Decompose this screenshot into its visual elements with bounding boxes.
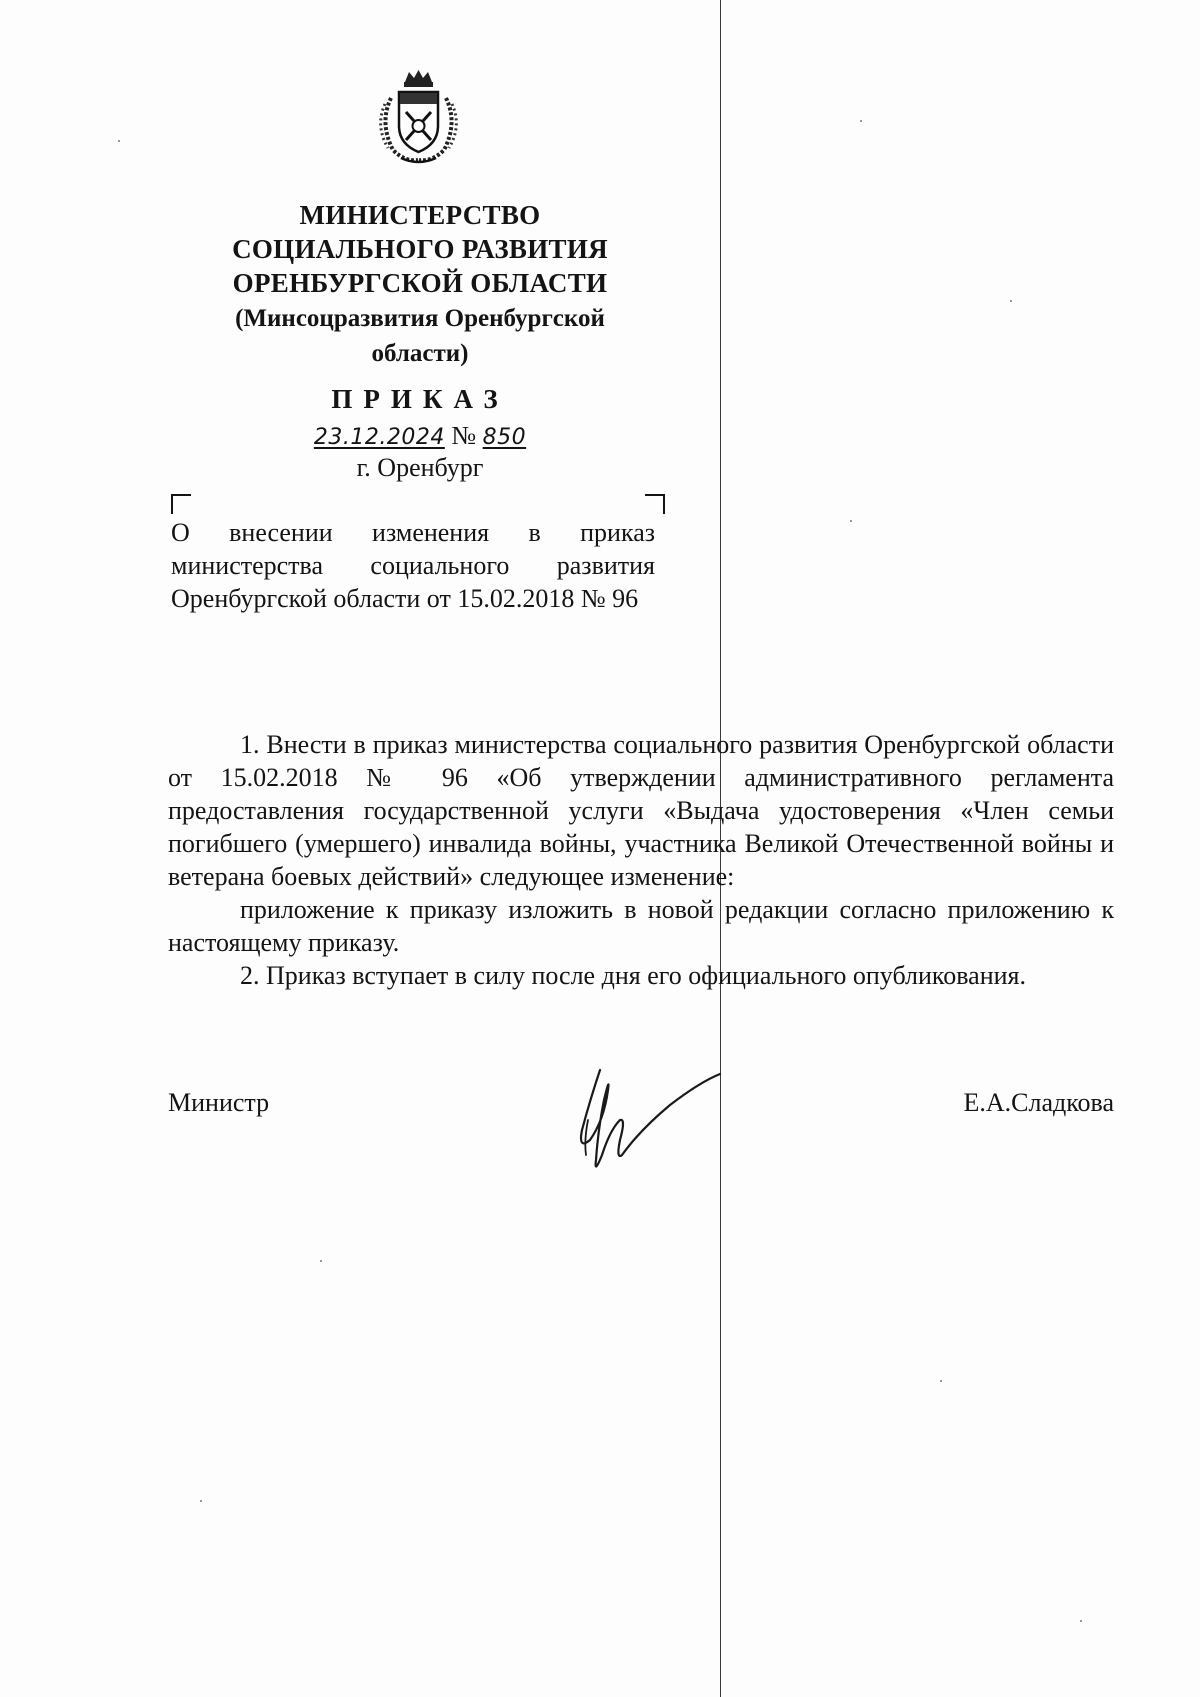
org-name-line: МИНИСТЕРСТВО [299,200,541,230]
number-sign: № [451,421,477,450]
scan-speck [320,1260,322,1262]
signatory-position: Министр [168,1088,270,1117]
scan-speck [940,1380,942,1382]
order-date: 23.12.2024 [313,425,445,450]
order-body [168,728,1114,992]
scan-speck [118,140,120,142]
order-subject: О внесении изменения в приказ министерства социального развития Оренбургской области от 15.02.2018 № 96 [171,518,655,613]
org-name-line: ОРЕНБУРГСКОЙ ОБЛАСТИ [232,268,608,298]
body-paragraph: приложение к приказу изложить в новой редакции согласно приложению к настоящему приказу. [168,895,1114,957]
org-short-name-line: области) [371,340,469,367]
body-paragraph: 2. Приказ вступает в силу после дня его официального опубликования. [240,961,1026,990]
signatory-name: Е.А.Сладкова [963,1088,1114,1117]
handwritten-signature-icon [560,1060,730,1180]
scan-speck [850,520,852,522]
scan-speck [1010,300,1012,302]
body-paragraph: 1. Внести в приказ министерства социального развития Оренбургской области от 15.02.2018 № 96 «Об утверждении административного регламента предоставления государственной услуги «Выдача удостоверения «Член семьи погибшего (умершего) инвалида войны, участника Великой Отечественной войны и ветерана боевых действий» следующее изменение: [168,730,1114,891]
order-number: 850 [482,425,527,450]
scan-speck [860,120,862,122]
order-city: г. Оренбург [356,453,484,482]
scan-speck [200,1500,202,1502]
document-type-title: ПРИКАЗ [331,384,509,414]
coat-of-arms-icon [371,68,466,168]
ministry-header [160,198,680,370]
org-name-line: СОЦИАЛЬНОГО РАЗВИТИЯ [232,234,608,264]
scan-speck [1080,1620,1082,1622]
subject-corner-left [171,494,191,514]
org-short-name-line: (Минсоцразвития Оренбургской [235,305,605,332]
order-date-number [160,420,680,454]
subject-corner-right [645,494,665,514]
